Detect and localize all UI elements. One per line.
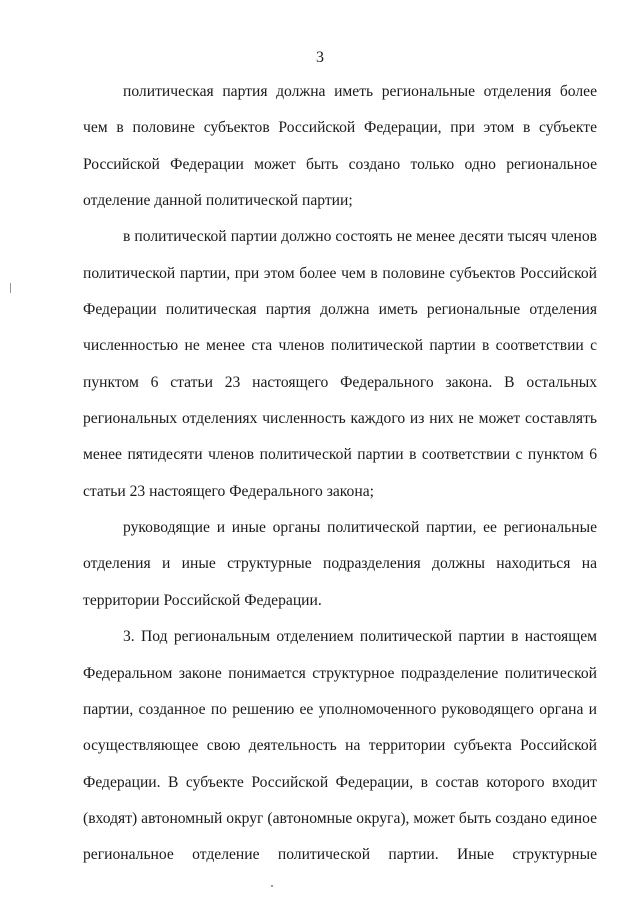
- paragraph-1: политическая партия должна иметь региональные отделения более чем в половине субъектов Российской Федерации, при этом в субъекте Российской Федерации может быть создано только одно региональное отделение данной политической партии;: [83, 83, 597, 210]
- paragraph-3: руководящие и иные органы политической партии, ее региональные отделения и иные структурные подразделения должны находиться на территории Российской Федерации.: [83, 519, 597, 609]
- paragraph-2: в политической партии должно состоять не менее десяти тысяч членов политической партии, при этом более чем в половине субъектов Российской Федерации политическая партия должна иметь региональные отделения численностью не менее ста членов политической партии в соответствии с пунктом 6 статьи 23 настоящего Федерального закона. В остальных региональных отделениях численность каждого из них не может составлять менее пятидесяти членов политической партии в соответствии с пунктом 6 статьи 23 настоящего Федерального закона;: [83, 228, 597, 500]
- paragraph-4: 3. Под региональным отделением политической партии в настоящем Федеральном законе понимается структурное подразделение политической партии, созданное по решению ее уполномоченного руководящего органа и осуществляющее свою деятельность на территории субъекта Российской Федерации. В субъекте Российской Федерации, в состав которого входит (входят) автономный округ (автономные округа), может быть создано единое региональное отделение политической партии. Иные структурные: [83, 628, 597, 864]
- document-body: [83, 74, 597, 874]
- page-number: 3: [316, 49, 324, 66]
- scan-dot-mark: [271, 885, 273, 887]
- scan-margin-mark: [10, 283, 11, 293]
